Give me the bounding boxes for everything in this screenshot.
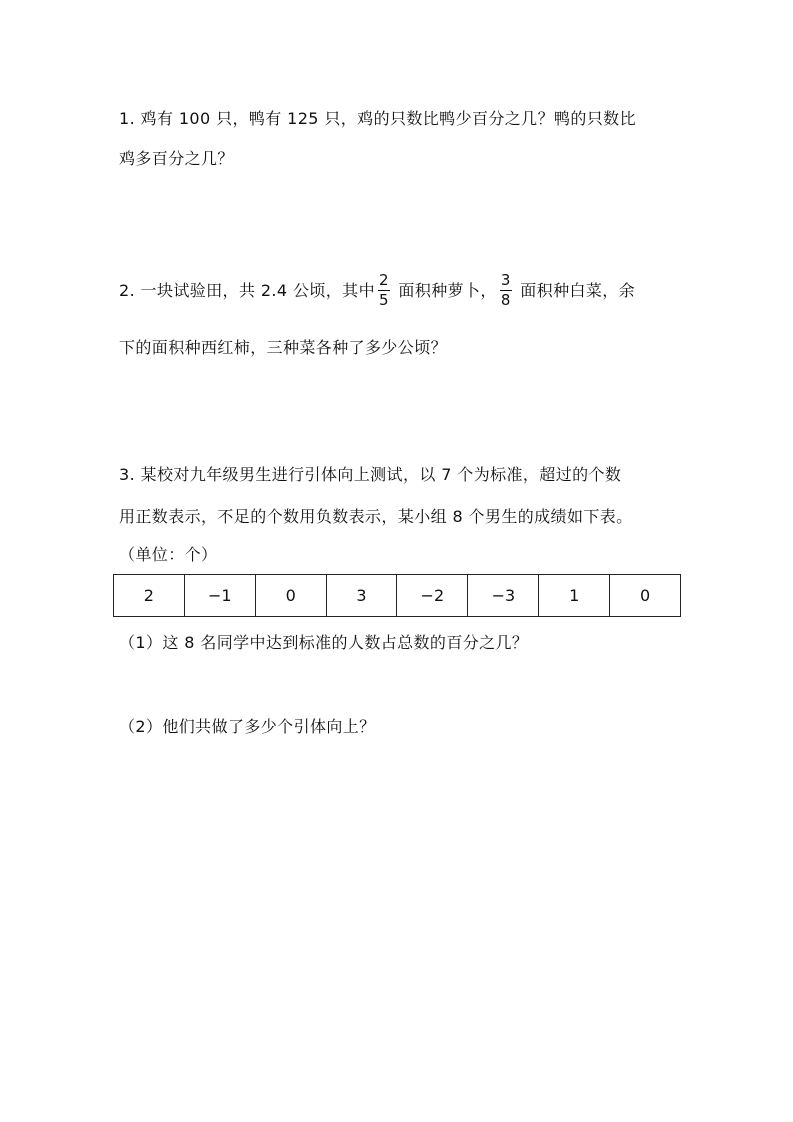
scores-table [113, 574, 681, 617]
q2-line-1 [119, 272, 635, 311]
q2-prefix: 2. 一块试验田，共 2.4 公顷，其中 [119, 281, 375, 300]
q3-line-1: 3. 某校对九年级男生进行引体向上测试，以 7 个为标准，超过的个数 [119, 465, 622, 484]
q3-line-2: 用正数表示，不足的个数用负数表示，某小组 8 个男生的成绩如下表。 [119, 507, 633, 526]
score-cell: 0 [610, 575, 681, 617]
fraction-two-fifths [378, 271, 390, 310]
score-cell: 1 [539, 575, 610, 617]
q2-mid: 面积种萝卜， [392, 281, 497, 300]
fraction-numerator: 3 [500, 271, 511, 289]
fraction-three-eighths [500, 271, 512, 310]
q1-line-2: 鸡多百分之几？ [119, 149, 234, 168]
score-cell: 2 [114, 575, 185, 617]
q2-line-2: 下的面积种西红柿，三种菜各种了多少公顷？ [119, 338, 448, 357]
score-cell: 0 [255, 575, 326, 617]
fraction-denominator: 8 [500, 291, 511, 309]
table-row [114, 575, 681, 617]
score-cell: 3 [326, 575, 397, 617]
fraction-numerator: 2 [378, 271, 389, 289]
score-cell: −2 [397, 575, 468, 617]
score-cell: −3 [468, 575, 539, 617]
q3-sub-question-2: （2）他们共做了多少个引体向上？ [119, 717, 376, 736]
q1-line-1: 1. 鸡有 100 只，鸭有 125 只，鸡的只数比鸭少百分之几？鸭的只数比 [119, 109, 636, 128]
fraction-denominator: 5 [378, 291, 389, 309]
score-cell: −1 [184, 575, 255, 617]
q3-unit-label: （单位：个） [119, 545, 218, 564]
q2-suffix: 面积种白菜，余 [514, 281, 636, 300]
q3-sub-question-1: （1）这 8 名同学中达到标准的人数占总数的百分之几？ [119, 633, 529, 652]
